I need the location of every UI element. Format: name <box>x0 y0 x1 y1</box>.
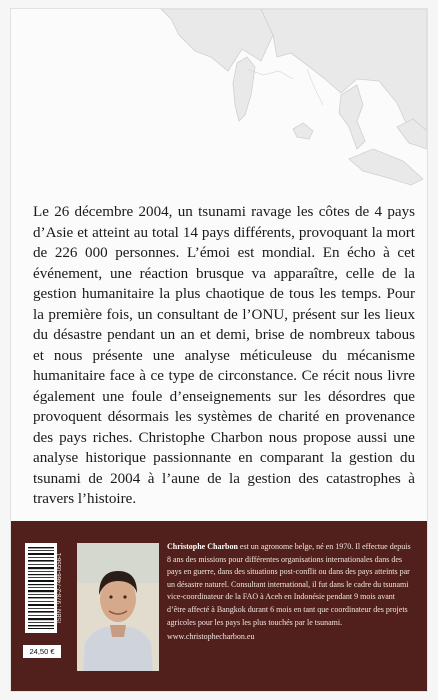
isbn-number: ISBN : 978-2-7466-0556-1 <box>57 552 63 624</box>
author-bio-text: est un agronome belge, né en 1970. Il effectue depuis 8 ans des missions pour différentes organisations internationales dans des pays en guerre, dans des situations post-conflit ou dans des pays atteints par un désastre naturel. Consultant international, il fut dans le cadre du tsunami vice-coordinateur de la FAO à Aceh en Indonésie pendant 9 mois avant d’être affecté à Bangkok durant 6 mois en tant que coordinateur des projets agricoles pour les pays les plus touchés par le tsunami. <box>167 542 411 627</box>
asia-map-illustration <box>11 9 427 209</box>
barcode-bars <box>25 543 57 633</box>
author-info-band <box>11 521 427 691</box>
back-cover-blurb: Le 26 décembre 2004, un tsunami ravage les côtes de 4 pays d’Asie et atteint au total 14 pays différents, provoquant la mort de 226 000 personnes. L’émoi est mondial. En écho à cet événement, une réaction brusque va apparaître, celle de la gestion humanitaire la plus chaotique de tous les temps. Pour la première fois, un consultant de l’ONU, présent sur les lieux du désastre pendant un an et demi, brise de nombreux tabous et nous présente une analyse méticuleuse du mécanisme humanitaire face à ce type de circonstance. Ce récit nous livre également une foule d’enseignements sur les désordres que provoquent désormais les systèmes de charité en provenance des pays riches. Christophe Charbon nous propose aussi une analyse historique passionnante en comparant la gestion du tsunami de 2004 à l’aune de la gestion des catastrophes à travers l’histoire. <box>33 204 415 507</box>
author-bio <box>167 541 413 644</box>
author-name: Christophe Charbon <box>167 542 238 551</box>
barcode <box>25 543 57 633</box>
price-tag: 24,50 € <box>23 645 61 658</box>
author-website-link[interactable]: www.christophecharbon.eu <box>167 632 255 642</box>
cover-frame <box>10 8 428 692</box>
author-photo <box>77 543 159 671</box>
